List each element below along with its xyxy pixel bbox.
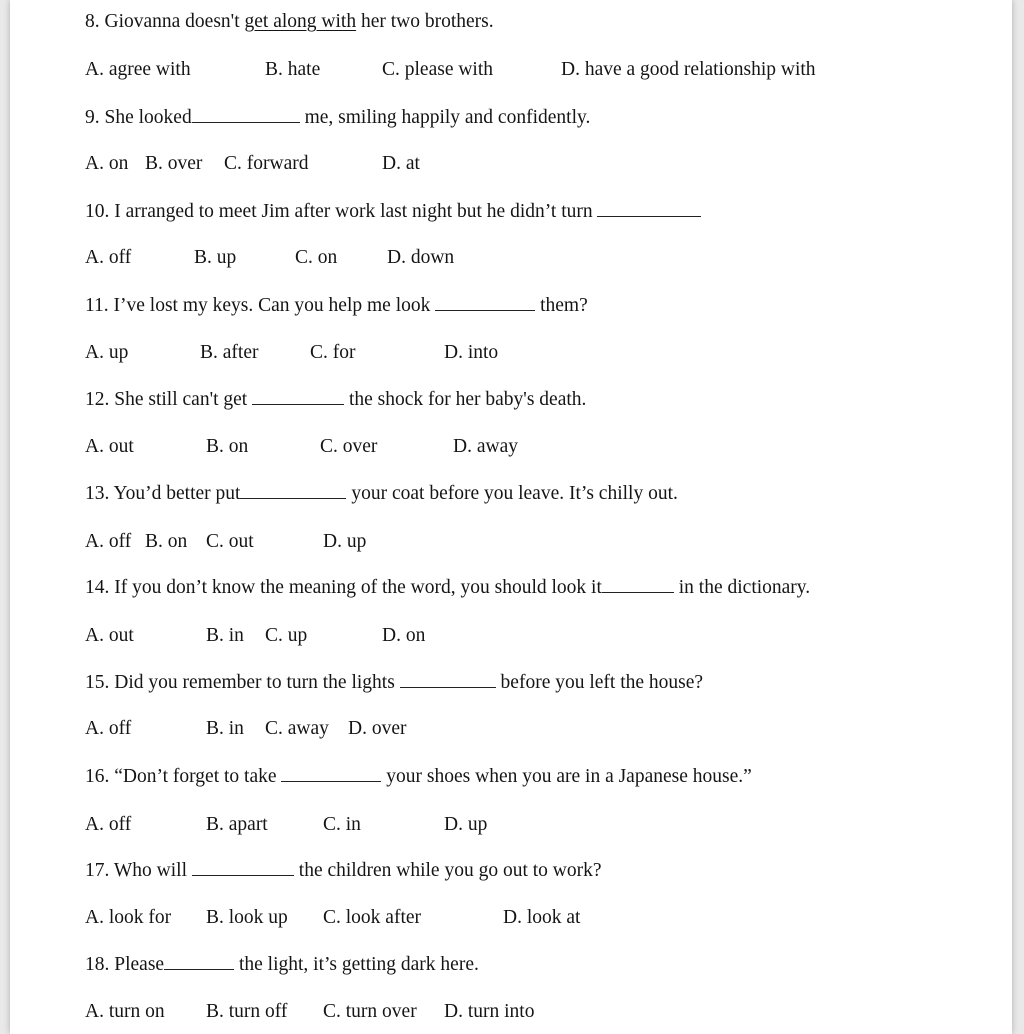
option-a: A. off	[85, 247, 132, 268]
question-text: If you don’t know the meaning of the word, you should look it	[114, 577, 602, 598]
question-10	[85, 200, 701, 224]
question-text: She still can't get	[114, 389, 248, 410]
question-16	[85, 765, 752, 789]
option-d: D. up	[323, 531, 367, 552]
question-text: your shoes when you are in a Japanese house.”	[386, 766, 752, 787]
option-b: B. on	[145, 531, 188, 552]
question-number: 9.	[85, 107, 100, 128]
option-d: D. down	[387, 247, 455, 268]
question-17	[85, 859, 602, 883]
question-text: I’ve lost my keys. Can you help me look	[113, 295, 431, 316]
question-text: “Don’t forget to take	[114, 766, 277, 787]
option-c: C. for	[310, 342, 356, 363]
question-text: the children while you go out to work?	[298, 860, 602, 881]
option-d: D. at	[382, 153, 420, 174]
option-d: D. away	[453, 436, 518, 457]
answer-blank	[400, 671, 496, 688]
option-b: B. apart	[206, 814, 268, 835]
document-page	[10, 0, 1012, 1034]
answer-blank	[281, 765, 381, 782]
answer-blank	[240, 482, 346, 499]
answer-blank	[192, 859, 294, 876]
question-number: 18.	[85, 954, 110, 975]
question-number: 17.	[85, 860, 110, 881]
option-a: A. on	[85, 153, 129, 174]
option-c: C. forward	[224, 153, 309, 174]
question-text: Please	[114, 954, 165, 975]
answer-blank	[164, 953, 234, 970]
option-a: A. out	[85, 436, 134, 457]
option-a: A. off	[85, 814, 132, 835]
question-number: 12.	[85, 389, 110, 410]
question-12	[85, 388, 586, 412]
option-a: A. turn on	[85, 1001, 165, 1022]
answer-blank	[602, 576, 674, 593]
option-b: B. on	[206, 436, 249, 457]
option-d: D. have a good relationship with	[561, 59, 816, 80]
option-c: C. please with	[382, 59, 494, 80]
question-text: Did you remember to turn the lights	[114, 672, 395, 693]
option-a: A. out	[85, 625, 134, 646]
question-text: You’d better put	[113, 483, 241, 504]
question-14	[85, 576, 810, 600]
question-9	[85, 106, 590, 130]
option-b: B. hate	[265, 59, 321, 80]
option-d: D. into	[444, 342, 499, 363]
question-text: I arranged to meet Jim after work last night but he didn’t turn	[114, 201, 593, 222]
question-text: your coat before you leave. It’s chilly out.	[351, 483, 678, 504]
option-b: B. look up	[206, 907, 288, 928]
question-number: 10.	[85, 201, 110, 222]
question-11	[85, 294, 588, 318]
question-text: before you left the house?	[500, 672, 704, 693]
question-number: 15.	[85, 672, 110, 693]
option-c: C. on	[295, 247, 338, 268]
option-c: C. away	[265, 718, 329, 739]
option-b: B. in	[206, 718, 244, 739]
option-c: C. over	[320, 436, 378, 457]
question-text: her two brothers.	[360, 11, 494, 32]
question-text: She looked	[104, 107, 192, 128]
option-b: B. turn off	[206, 1001, 288, 1022]
option-c: C. turn over	[323, 1001, 417, 1022]
answer-blank	[252, 388, 344, 405]
question-text: me, smiling happily and confidently.	[304, 107, 591, 128]
answer-blank	[435, 294, 535, 311]
question-number: 13.	[85, 483, 110, 504]
question-text: Giovanna doesn't	[104, 11, 240, 32]
question-number: 14.	[85, 577, 110, 598]
option-b: B. over	[145, 153, 203, 174]
option-a: A. agree with	[85, 59, 191, 80]
option-d: D. turn into	[444, 1001, 535, 1022]
option-a: A. off	[85, 718, 132, 739]
option-a: A. up	[85, 342, 129, 363]
question-text: the light, it’s getting dark here.	[238, 954, 479, 975]
option-b: B. up	[194, 247, 237, 268]
option-c: C. out	[206, 531, 254, 552]
option-c: C. up	[265, 625, 308, 646]
option-d: D. over	[348, 718, 407, 739]
option-d: D. on	[382, 625, 426, 646]
question-13	[85, 482, 678, 506]
question-8	[85, 10, 494, 34]
question-18	[85, 953, 479, 977]
question-text: them?	[540, 295, 588, 316]
question-text: Who will	[113, 860, 188, 881]
answer-blank	[192, 106, 300, 123]
option-a: A. look for	[85, 907, 172, 928]
question-15	[85, 671, 703, 695]
question-number: 16.	[85, 766, 110, 787]
question-text: in the dictionary.	[678, 577, 811, 598]
option-b: B. after	[200, 342, 259, 363]
question-number: 11.	[85, 295, 109, 316]
option-c: C. in	[323, 814, 361, 835]
question-text: the shock for her baby's death.	[348, 389, 587, 410]
question-number: 8.	[85, 11, 100, 32]
option-a: A. off	[85, 531, 132, 552]
option-c: C. look after	[323, 907, 422, 928]
underlined-phrase: get along with	[244, 11, 357, 32]
option-b: B. in	[206, 625, 244, 646]
option-d: D. look at	[503, 907, 581, 928]
answer-blank	[597, 200, 701, 217]
option-d: D. up	[444, 814, 488, 835]
